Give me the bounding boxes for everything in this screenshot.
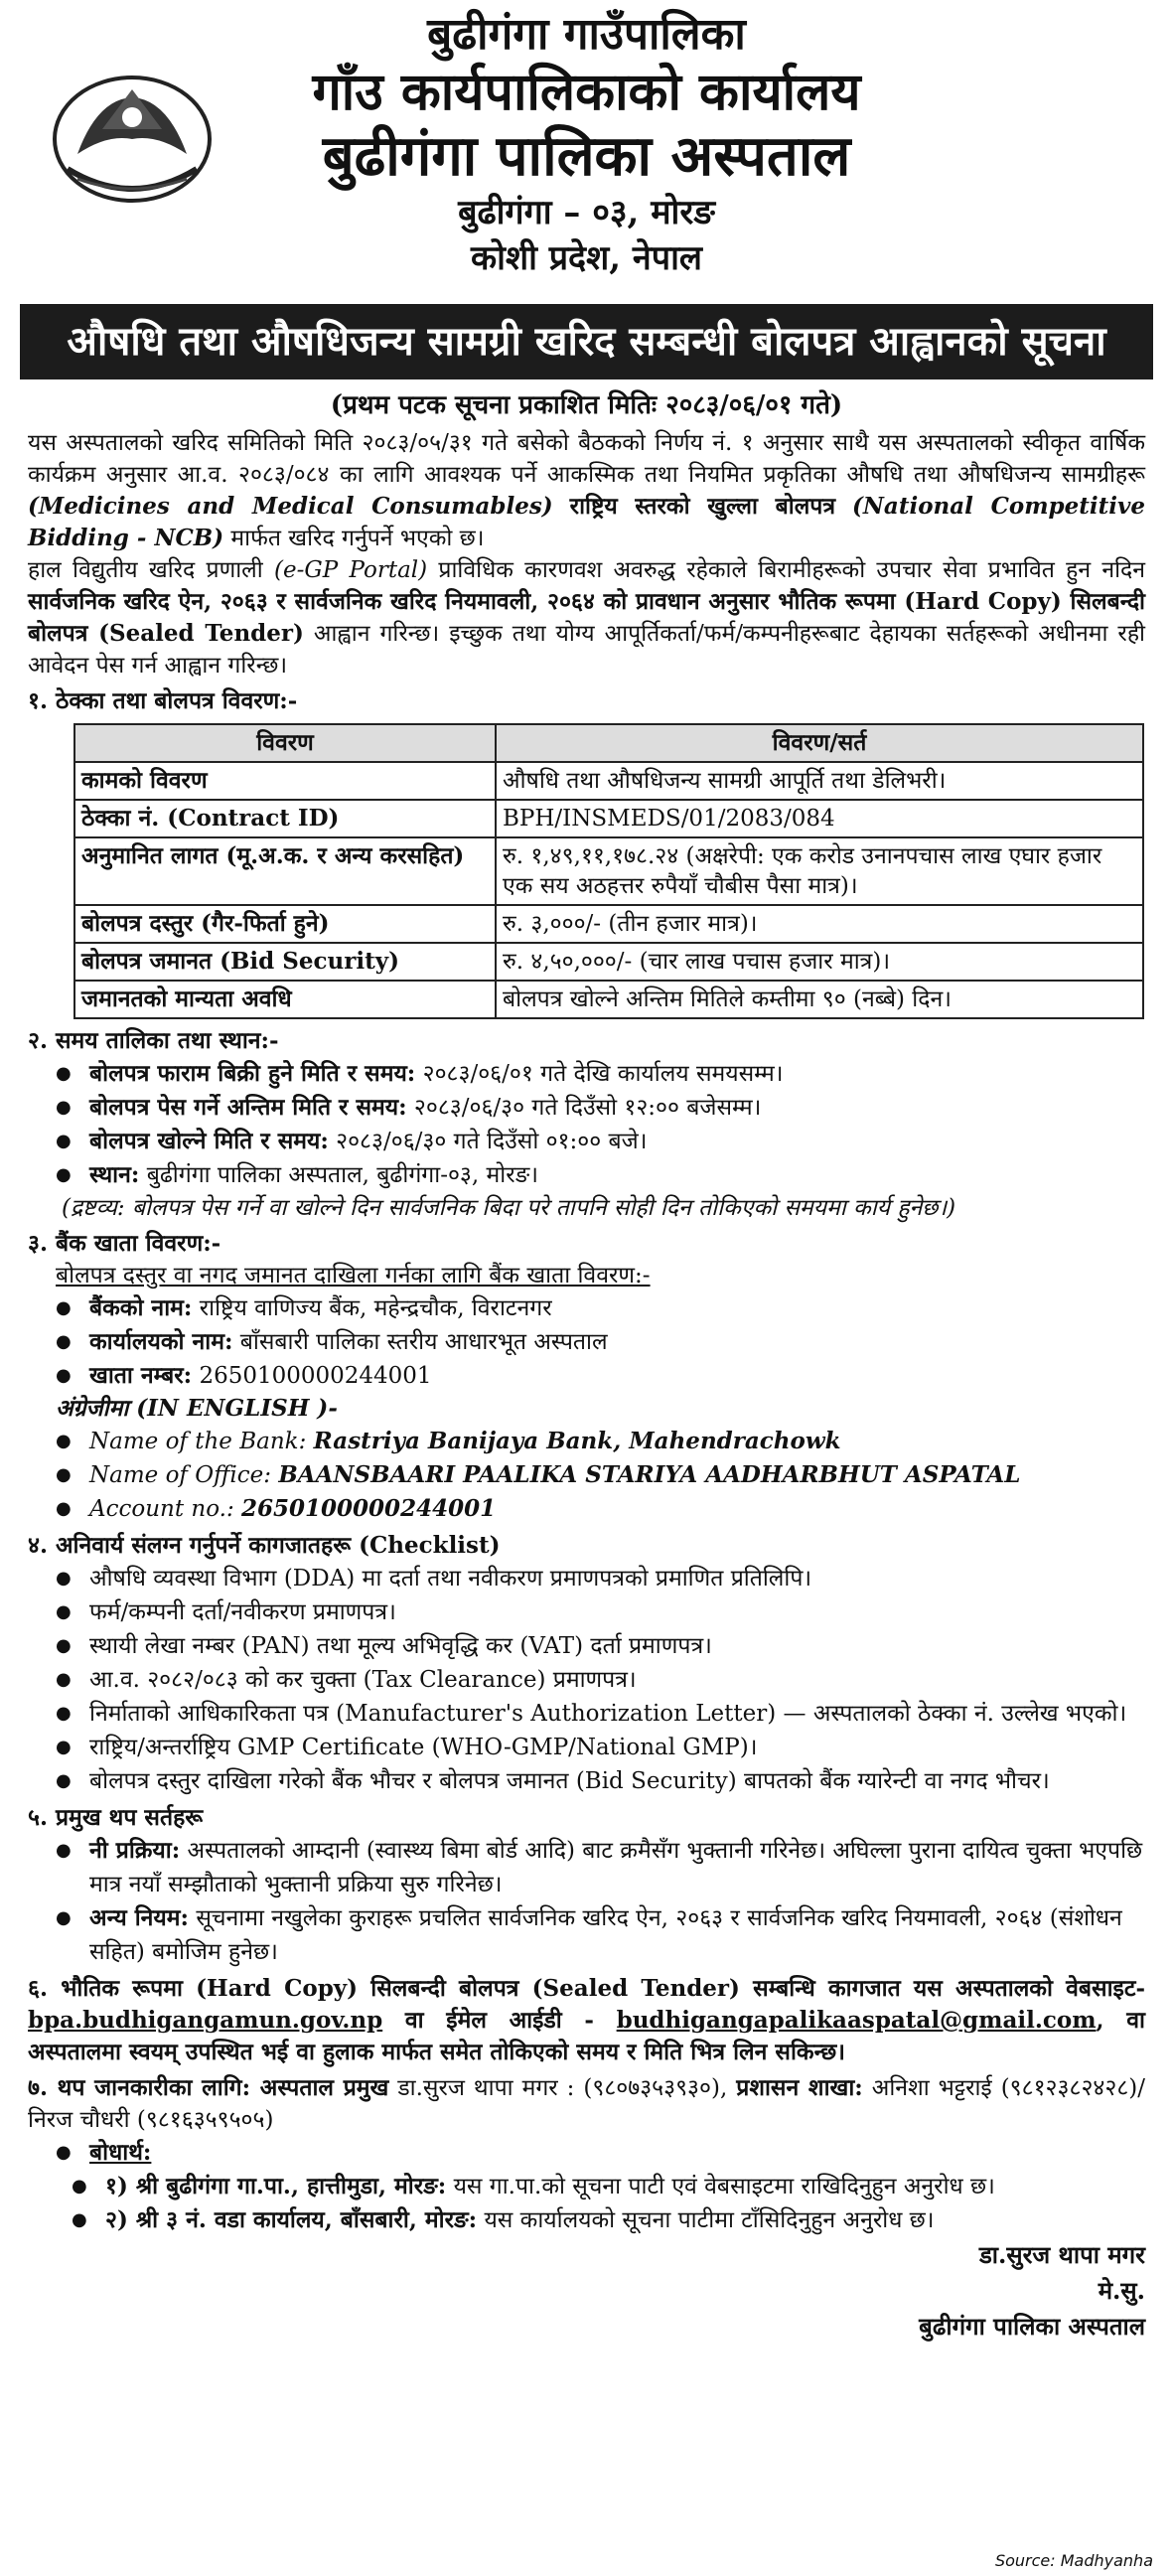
item-key: बोलपत्र पेस गर्ने अन्तिम मिति र समय: [89, 1094, 407, 1121]
list-item [89, 1125, 1145, 1158]
row-key: बोलपत्र जमानत (Bid Security) [74, 943, 496, 981]
s6-text: ६. भौतिक रूपमा (Hard Copy) सिलबन्दी बोलपत्र (Sealed Tender) सम्बन्धि कागजात यस अस्पतालको वेबसाइट- [28, 1975, 1145, 2002]
row-key: जमानतको मान्यता अवधि [74, 981, 496, 1018]
website-link[interactable]: bpa.budhigangamun.gov.np [28, 2007, 383, 2034]
row-value: BPH/INSMEDS/01/2083/084 [496, 800, 1143, 837]
checklist-item: ● राष्ट्रिय/अन्तर्राष्ट्रिय GMP Certificate (WHO-GMP/National GMP)। [89, 1731, 1145, 1764]
item-key: खाता नम्बर: [89, 1362, 193, 1389]
section-1-title: १. ठेक्का तथा बोलपत्र विवरण:- [28, 687, 298, 714]
s6-text-c: , वा अस्पतालमा स्वयम् उपस्थित भई वा हुलाक मार्फत समेत तोकिएको समय र मिति भित्र लिन सकिन्छ। [28, 2007, 1145, 2065]
intro-text-end: मार्फत खरिद गर्नुपर्ने भएको छ। [230, 526, 485, 551]
section-2-title: २. समय तालिका तथा स्थान:- [28, 1027, 279, 1054]
checklist-item: ● आ.व. २०८२/०८३ को कर चुक्ता (Tax Clearance) प्रमाणपत्र। [89, 1663, 1145, 1697]
section-3-title: ३. बैंक खाता विवरण:- [28, 1230, 221, 1257]
row-key: ठेक्का नं. (Contract ID) [74, 800, 496, 837]
cc-title: ● बोधार्थ: [89, 2136, 1145, 2170]
item-value: २०८३/०६/३० गते दिउँसो ०१:०० बजे। [336, 1129, 648, 1154]
intro2-text-b: प्राविधिक कारणवश अवरुद्ध रहेकाले बिरामीहरूको उपचार सेवा प्रभावित हुन नदिन [438, 557, 1146, 583]
item-key: अन्य नियम: [89, 1904, 190, 1931]
cc-key: २) श्री ३ नं. वडा कार्यालय, बाँसबारी, मोरङ: [105, 2206, 478, 2233]
item-value: सूचनामा नखुलेका कुराहरू प्रचलित सार्वजनिक खरिद ऐन, २०६३ र सार्वजनिक खरिद नियमावली, २०६४ (संशोधन सहित) बमोजिम हुनेछ। [89, 1905, 1122, 1965]
list-item [89, 1291, 1145, 1325]
office-name: गाँउ कार्यपालिकाको कार्यालय [312, 62, 861, 122]
bank-subtitle: बोलपत्र दस्तुर वा नगद जमानत दाखिला गर्नका लागि बैंक खाता विवरण:- [56, 1263, 651, 1288]
s7-label: ७. थप जानकारीका लागि: अस्पताल प्रमुख [28, 2074, 389, 2101]
checklist-item: ● औषधि व्यवस्था विभाग (DDA) मा दर्ता तथा नवीकरण प्रमाणपत्रको प्रमाणित प्रतिलिपि। [89, 1562, 1145, 1595]
item-value: २०८३/०६/३० गते दिउँसो १२:०० बजेसम्म। [413, 1095, 762, 1121]
row-value: रु. ४,५०,०००/- (चार लाख पचास हजार मात्र)। [496, 943, 1143, 981]
item-key: बैंकको नाम: [89, 1294, 193, 1321]
signature-block [28, 2237, 1145, 2345]
signatory-org: बुढीगंगा पालिका अस्पताल [919, 2312, 1145, 2341]
list-item [89, 1325, 1145, 1359]
list-item [89, 1057, 1145, 1091]
cc-value: यस गा.पा.को सूचना पाटी एवं वेबसाइटमा राखिदिनुहुन अनुरोध छ। [453, 2174, 995, 2199]
signatory-title: मे.सु. [1098, 2276, 1145, 2305]
nepal-emblem-icon [48, 60, 217, 209]
section-5-title: ५. प्रमुख थप सर्तहरू [28, 1804, 204, 1831]
checklist-item: ● स्थायी लेखा नम्बर (PAN) तथा मूल्य अभिवृद्धि कर (VAT) दर्ता प्रमाणपत्र। [89, 1629, 1145, 1663]
table-row [74, 981, 1143, 1018]
email-link[interactable]: budhigangapalikaaspatal@gmail.com [616, 2007, 1097, 2034]
s7-contact: डा.सुरज थापा मगर : (९८०७३५३९३०), [397, 2075, 728, 2101]
publication-date: (प्रथम पटक सूचना प्रकाशित मितिः २०८३/०६/०१ गते) [330, 390, 843, 420]
item-key: Account no.: [89, 1496, 234, 1522]
municipality-name: बुढीगंगा गाउँपालिका [427, 9, 746, 60]
cc-list [28, 2170, 1145, 2237]
bank-list [28, 1291, 1145, 1393]
cc-key: १) श्री बुढीगंगा गा.पा., हात्तीमुडा, मोरङ: [105, 2173, 447, 2199]
table-row [74, 943, 1143, 981]
cc-item [105, 2203, 1145, 2237]
intro2-bold: सार्वजनिक खरिद ऐन, २०६३ र सार्वजनिक खरिद नियमावली, २०६४ को प्रावधान अनुसार भौतिक रूपमा (Hard Copy) सिलबन्दी बोलपत्र (Sealed Tender) [28, 588, 1145, 647]
table-row [74, 800, 1143, 837]
item-value: 2650100000244001 [241, 1495, 497, 1522]
cc-title-list [28, 2136, 1145, 2170]
row-value: औषधि तथा औषधिजन्य सामग्री आपूर्ति तथा डेलिभरी। [496, 762, 1143, 800]
section-4-title: ४. अनिवार्य संलग्न गर्नुपर्ने कागजातहरू (Checklist) [28, 1532, 501, 1559]
intro2-text: हाल विद्युतीय खरिद प्रणाली [28, 557, 263, 583]
table-header-detail: विवरण/सर्त [496, 724, 1143, 762]
item-value: बाँसबारी पालिका स्तरीय आधारभूत अस्पताल [239, 1329, 608, 1355]
list-item [89, 1492, 1145, 1526]
list-item [89, 1834, 1145, 1901]
cc-value: यस कार्यालयको सूचना पाटीमा टाँसिदिनुहुन अनुरोध छ। [484, 2207, 935, 2233]
intro2-end: आह्वान गरिन्छ। इच्छुक तथा योग्य आपूर्तिकर्ता/फर्म/कम्पनीहरूबाट देहायका सर्तहरूको अधीनमा रही आवेदन पेस गर्न आह्वान गरिन्छ। [28, 621, 1145, 679]
list-item [89, 1901, 1145, 1969]
intro-text-en: (Medicines and Medical Consumables) [28, 493, 553, 520]
list-item [89, 1359, 1145, 1393]
item-value: २०८३/०६/०१ गते देखि कार्यालय समयसम्म। [422, 1061, 784, 1087]
table-header-item: विवरण [74, 724, 496, 762]
item-key: Name of the Bank: [89, 1429, 307, 1454]
list-item [89, 1425, 1145, 1458]
row-key: कामको विवरण [74, 762, 496, 800]
list-item [89, 1091, 1145, 1125]
table-row [74, 837, 1143, 905]
s7-admin-contact: अनिशा भट्टराई (९८१२३८२४२८)/ निरज चौधरी (९८१६३५९५०५) [28, 2075, 1146, 2133]
row-value: रु. ३,०००/- (तीन हजार मात्र)। [496, 905, 1143, 943]
checklist [28, 1562, 1145, 1798]
intro-text-bold: राष्ट्रिय स्तरको खुल्ला बोलपत्र [569, 493, 836, 520]
row-value: बोलपत्र खोल्ने अन्तिम मितिले कम्तीमा ९० (नब्बे) दिन। [496, 981, 1143, 1018]
bank-list-english [28, 1425, 1145, 1526]
item-value: राष्ट्रिय वाणिज्य बैंक, महेन्द्रचौक, विराटनगर [199, 1295, 552, 1321]
item-key: स्थान: [89, 1161, 140, 1188]
checklist-item: ● निर्माताको आधिकारिकता पत्र (Manufacturer's Authorization Letter) — अस्पतालको ठेक्का नं. उल्लेख भएको। [89, 1697, 1145, 1731]
item-value: बुढीगंगा पालिका अस्पताल, बुढीगंगा-०३, मोरङ। [146, 1162, 538, 1188]
section-6 [28, 1973, 1145, 2068]
address-line: बुढीगंगा – ०३, मोरङ [458, 193, 715, 232]
s6-text-b: वा ईमेल आईडी - [404, 2007, 594, 2034]
intro2-egp: (e-GP Portal) [274, 557, 428, 583]
intro-paragraph-1 [28, 427, 1145, 554]
item-key: बोलपत्र फाराम बिक्री हुने मिति र समय: [89, 1060, 416, 1087]
intro-text-ncb: (National Competitive Bidding - NCB) [28, 493, 1145, 551]
schedule-list [28, 1057, 1145, 1192]
english-title: अंग्रेजीमा (IN ENGLISH )- [56, 1395, 338, 1422]
item-value: 2650100000244001 [199, 1363, 432, 1389]
source-credit: Source: Madhyanha [994, 2551, 1153, 2570]
intro-paragraph-2 [28, 554, 1145, 682]
province-line: कोशी प्रदेश, नेपाल [471, 238, 702, 278]
table-row [74, 762, 1143, 800]
row-key: बोलपत्र दस्तुर (गैर-फिर्ता हुने) [74, 905, 496, 943]
hospital-name: बुढीगंगा पालिका अस्पताल [322, 123, 851, 189]
conditions-list [28, 1834, 1145, 1969]
letterhead [0, 0, 1173, 298]
item-value: Rastriya Banijaya Bank, Mahendrachowk [313, 1428, 841, 1454]
item-key: बोलपत्र खोल्ने मिति र समय: [89, 1128, 329, 1154]
contract-table [73, 723, 1144, 1019]
row-key: अनुमानित लागत (मू.अ.क. र अन्य करसहित) [74, 837, 496, 905]
item-key: कार्यालयको नाम: [89, 1328, 233, 1355]
row-value: रु. १,४९,११,१७८.२४ (अक्षरेपी: एक करोड उनानपचास लाख एघार हजार एक सय अठहत्तर रुपैयाँ चौबीस पैसा मात्र)। [496, 837, 1143, 905]
list-item [89, 1458, 1145, 1492]
table-row [74, 905, 1143, 943]
notice-title-banner: औषधि तथा औषधिजन्य सामग्री खरिद सम्बन्धी बोलपत्र आह्वानको सूचना [20, 304, 1153, 379]
item-value: अस्पतालको आम्दानी (स्वास्थ्य बिमा बोर्ड आदि) बाट क्रमैसँग भुक्तानी गरिनेछ। अघिल्ला पुराना दायित्व चुक्ता भएपछि मात्र नयाँ सम्झौताको भुक्तानी प्रक्रिया सुरु गरिनेछ। [89, 1838, 1143, 1897]
notice-body [28, 427, 1145, 2345]
schedule-note: (द्रष्टव्य: बोलपत्र पेस गर्ने वा खोल्ने दिन सार्वजनिक बिदा परे तापनि सोही दिन तोकिएको समयमा कार्य हुनेछ।) [62, 1195, 956, 1221]
item-key: Name of Office: [89, 1462, 271, 1488]
section-7 [28, 2072, 1145, 2136]
intro-text: यस अस्पतालको खरिद समितिको मिति २०८३/०५/३१ गते बसेको बैठकको निर्णय नं. १ अनुसार साथै यस अस्पतालको स्वीकृत वार्षिक कार्यक्रम अनुसार आ.व. २०८३/०८४ का लागि आवश्यक पर्ने आकस्मिक तथा नियमित प्रकृतिका औषधि तथा औषधिजन्य सामग्रीहरू [28, 430, 1145, 488]
item-value: BAANSBAARI PAALIKA STARIYA AADHARBHUT ASPATAL [278, 1461, 1021, 1488]
signatory-name: डा.सुरज थापा मगर [978, 2240, 1145, 2269]
s7-admin-label: प्रशासन शाखा: [736, 2074, 863, 2101]
cc-item [105, 2170, 1145, 2203]
checklist-item: ● बोलपत्र दस्तुर दाखिला गरेको बैंक भौचर र बोलपत्र जमानत (Bid Security) बापतको बैंक ग्यारेन्टी वा नगद भौचर। [89, 1764, 1145, 1798]
checklist-item: ● फर्म/कम्पनी दर्ता/नवीकरण प्रमाणपत्र। [89, 1595, 1145, 1629]
list-item [89, 1158, 1145, 1192]
item-key: नी प्रक्रिया: [89, 1837, 181, 1864]
